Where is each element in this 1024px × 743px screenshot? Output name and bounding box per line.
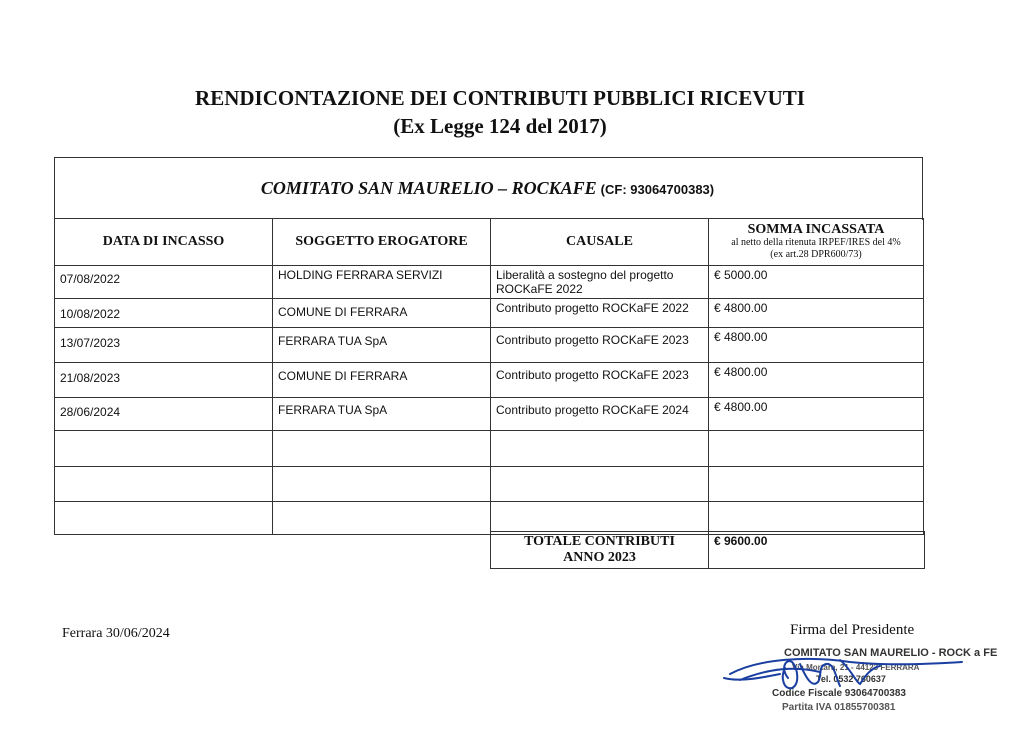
- stamp-line-4: Codice Fiscale 93064700383: [772, 688, 906, 699]
- comitato-heading: [54, 178, 921, 199]
- firma-label: Firma del Presidente: [790, 622, 915, 638]
- stamp-line-3: Tel. 0532 760637: [816, 674, 886, 684]
- cell-causale: Contributo progetto ROCKaFE 2024: [491, 398, 709, 431]
- cell-somma: € 4800.00: [709, 398, 924, 431]
- comitato-cf: (CF: 93064700383): [600, 182, 715, 197]
- cell-data: 28/06/2024: [55, 398, 273, 431]
- cell-data: 21/08/2023: [55, 363, 273, 398]
- table-row-empty: [55, 467, 924, 502]
- table-header-row: [55, 219, 924, 266]
- header-somma-title: SOMMA INCASSATA: [747, 221, 885, 237]
- cell-soggetto: FERRARA TUA SpA: [273, 398, 491, 431]
- header-soggetto-erogatore: SOGGETTO EROGATORE: [273, 219, 491, 266]
- cell-soggetto: FERRARA TUA SpA: [273, 328, 491, 363]
- cell-somma: € 4800.00: [709, 363, 924, 398]
- totale-table: [490, 531, 925, 569]
- table-row-empty: [55, 431, 924, 467]
- table-row: [55, 266, 924, 299]
- stamp-line-5: Partita IVA 01855700381: [782, 702, 896, 713]
- totale-value: € 9600.00: [709, 532, 925, 569]
- cell-soggetto: COMUNE DI FERRARA: [273, 299, 491, 328]
- cell-somma: € 4800.00: [709, 328, 924, 363]
- title-line-2: (Ex Legge 124 del 2017): [393, 114, 607, 138]
- cell-causale: Liberalità a sostegno del progetto ROCKaFE 2022: [491, 266, 709, 299]
- cell-data: 07/08/2022: [55, 266, 273, 299]
- header-causale: CAUSALE: [491, 219, 709, 266]
- cell-soggetto: COMUNE DI FERRARA: [273, 363, 491, 398]
- table-row: [55, 363, 924, 398]
- header-somma-note-2: (ex art.28 DPR600/73): [770, 248, 862, 260]
- stamp-line-1: COMITATO SAN MAURELIO - ROCK a FE: [784, 647, 998, 659]
- totale-label-line-2: ANNO 2023: [563, 550, 636, 565]
- title-line-1: RENDICONTAZIONE DEI CONTRIBUTI PUBBLICI RICEVUTI: [195, 86, 805, 110]
- cell-causale: Contributo progetto ROCKaFE 2022: [491, 299, 709, 328]
- document-title: [0, 84, 1000, 140]
- cell-causale: Contributo progetto ROCKaFE 2023: [491, 363, 709, 398]
- cell-data: 13/07/2023: [55, 328, 273, 363]
- totale-label-line-1: TOTALE CONTRIBUTI: [524, 534, 675, 549]
- table-row: [55, 328, 924, 363]
- header-data-incasso: DATA DI INCASSO: [55, 219, 273, 266]
- header-somma-incassata: [709, 219, 924, 266]
- contributi-table: [54, 218, 924, 535]
- cell-somma: € 5000.00: [709, 266, 924, 299]
- table-row: [55, 299, 924, 328]
- header-somma-note-1: al netto della ritenuta IRPEF/IRES del 4%: [731, 236, 901, 248]
- cell-data: 10/08/2022: [55, 299, 273, 328]
- comitato-name: COMITATO SAN MAURELIO – ROCKAFE: [260, 178, 597, 198]
- cell-somma: € 4800.00: [709, 299, 924, 328]
- place-date: Ferrara 30/06/2024: [62, 626, 170, 641]
- totale-label: [491, 532, 709, 569]
- signature-stamp: [700, 638, 998, 718]
- table-row-empty: [55, 502, 924, 535]
- stamp-line-2: Via Mortara, 21 - 44123 FERRARA: [792, 663, 920, 672]
- cell-causale: Contributo progetto ROCKaFE 2023: [491, 328, 709, 363]
- table-row: [55, 398, 924, 431]
- totale-row: [491, 532, 925, 569]
- cell-soggetto: HOLDING FERRARA SERVIZI: [273, 266, 491, 299]
